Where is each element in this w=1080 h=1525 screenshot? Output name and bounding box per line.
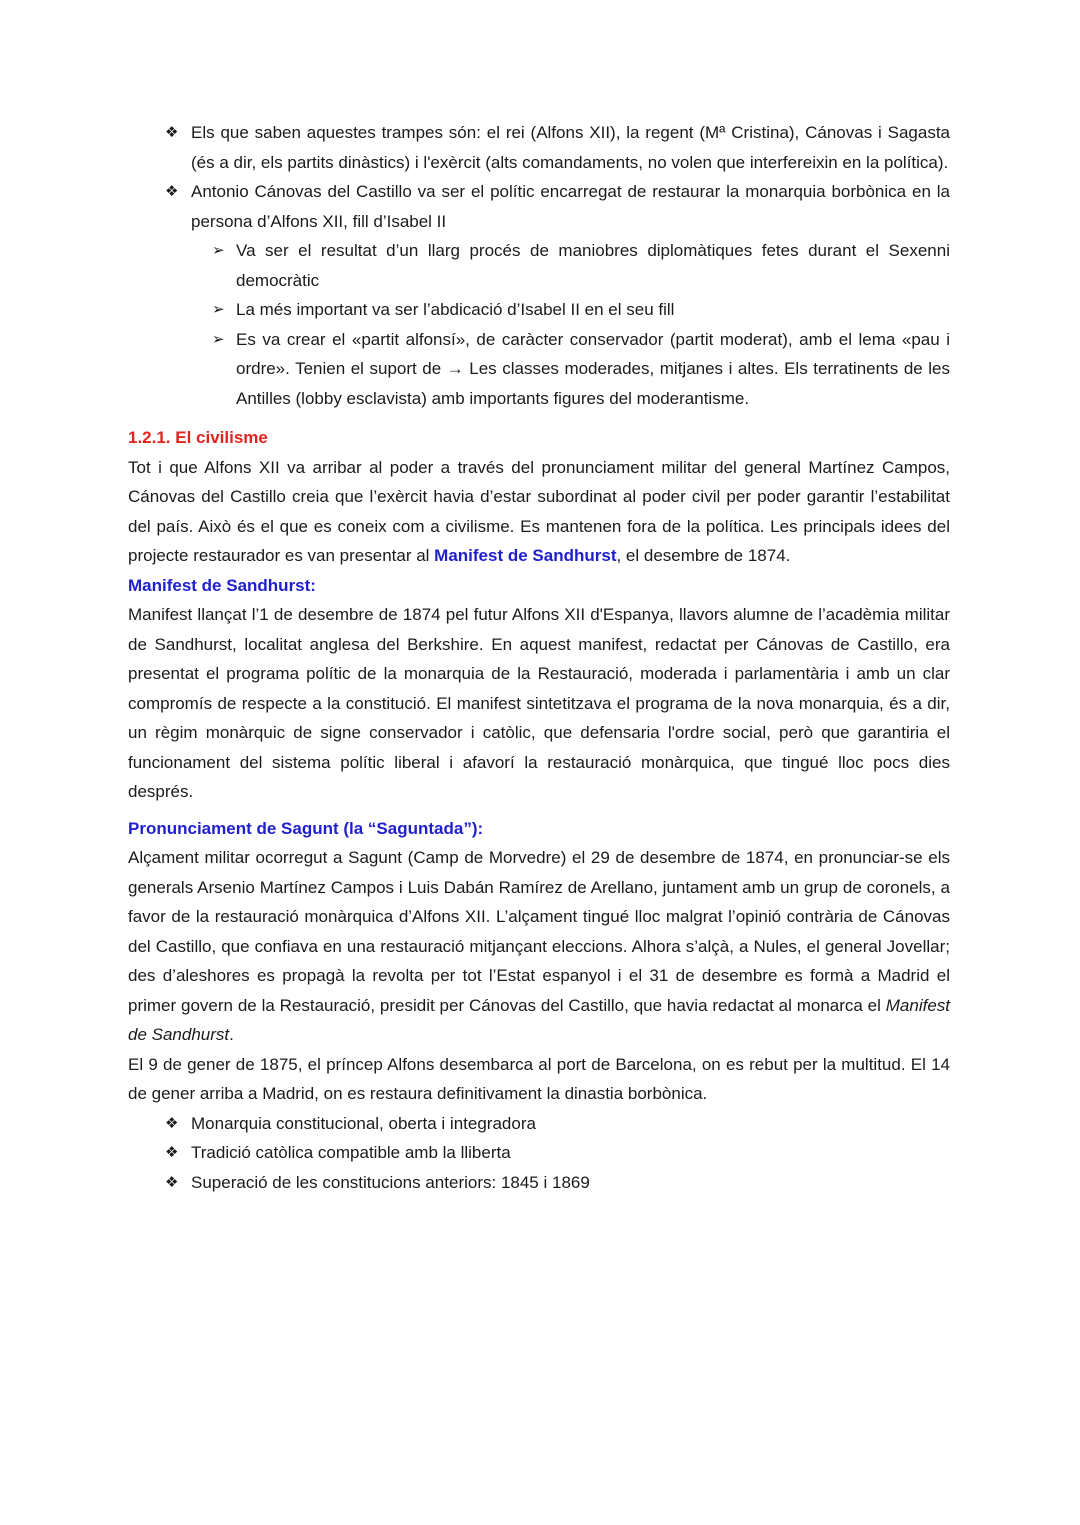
list-item-text: Tradició catòlica compatible amb la lliberta [191, 1143, 511, 1162]
list-item-text: Es va crear el «partit alfonsí», de caràcter conservador (partit moderat), amb el lema «pau i ordre». Tenien el suport de → Les classes moderades, mitjanes i altes. Els terratinents de les Antilles (lobby esclavista) amb importants figures del moderantisme. [236, 329, 950, 408]
paragraph-arrival: El 9 de gener de 1875, el príncep Alfons desembarca al port de Barcelona, on es rebut per la multitud. El 14 de gener arriba a Madrid, on es restaura definitivament la dinastia borbònica. [128, 1054, 950, 1103]
paragraph-manifest: Manifest llançat l’1 de desembre de 1874 pel futur Alfons XII d'Espanya, llavors alumne de l’acadèmia militar de Sandhurst, localitat anglesa del Berkshire. En aquest manifest, redactat per Cánovas de Castillo, era presentat el programa polític de la monarquia de la Restauració, moderada i parlamentària i amb un clar compromís de respecte a la constitució. El manifest sintetitzava el programa de la nova monarquia, és a dir, un règim monàrquic de signe conservador i catòlic, que defensaria l'ordre social, però que garantiria el funcionament del sistema polític liberal i afavorí la restauració monàrquica, que tingué lloc pocs dies després. [128, 605, 950, 801]
list-item [212, 295, 950, 325]
list-item [212, 325, 950, 414]
diamond-bullet-icon: ❖ [165, 183, 179, 200]
section-heading-civilisme: 1.2.1. El civilisme [128, 428, 268, 447]
list-item [165, 118, 950, 177]
list-item-text: Monarquia constitucional, oberta i integradora [191, 1113, 536, 1133]
diamond-bullet-icon: ❖ [165, 1114, 179, 1132]
inline-text: Tot i que Alfons XII va arribar al poder a través del pronunciament militar del general Martínez Campos, Cánovas del Castillo creia que l’exèrcit havia d’estar subordinat al poder civil per poder garantir l’estabilitat del país. Això és el que es coneix com a civilisme. Es mantenen fora de la política. Les principals idees del projecte restaurador es van presentar al [128, 457, 950, 565]
list-item [165, 1109, 950, 1139]
inline-emphasis-text: Manifest de Sandhurst [128, 995, 950, 1044]
inline-text: . [229, 1025, 234, 1044]
list-item-text: Els que saben aquestes trampes són: el rei (Alfons XII), la regent (Mª Cristina), Cánovas i Sagasta (és a dir, els partits dinàstics) i l'exèrcit (alts comandaments, no volen que interfereixin en la política). [191, 123, 950, 172]
diamond-bullet-icon: ❖ [165, 124, 179, 141]
top-bullet-list [128, 118, 950, 236]
sub-bullet-list [128, 236, 950, 413]
heading-pronunciament-sagunt: Pronunciament de Sagunt (la “Saguntada”): [128, 818, 484, 838]
list-item-text: Superació de les constitucions anteriors: 1845 i 1869 [191, 1172, 590, 1192]
list-item [212, 236, 950, 295]
paragraph-sagunt [128, 843, 950, 1050]
paragraph-civilisme [128, 453, 950, 571]
inline-text: , el desembre de 1874. [616, 546, 791, 565]
arrow-bullet-icon: ➢ [212, 301, 225, 318]
summary-bullet-list [128, 1109, 950, 1198]
list-item-text: Va ser el resultat d’un llarg procés de maniobres diplomàtiques fetes durant el Sexenni democràtic [236, 241, 950, 290]
list-item-text: La més important va ser l’abdicació d’Isabel II en el seu fill [236, 300, 675, 319]
diamond-bullet-icon: ❖ [165, 1144, 179, 1161]
arrow-bullet-icon: ➢ [212, 330, 225, 348]
list-item [165, 1168, 950, 1198]
inline-emphasis-text: Manifest de Sandhurst [434, 546, 617, 565]
list-item [165, 177, 950, 236]
list-item [165, 1138, 950, 1168]
inline-text: Alçament militar ocorregut a Sagunt (Camp de Morvedre) el 29 de desembre de 1874, en pronunciar-se els generals Arsenio Martínez Campos i Luis Dabán Ramírez de Arellano, juntament amb un grup de coronels, a favor de la restauració monàrquica d’Alfons XII. L’alçament tingué lloc malgrat l’opinió contrària de Cánovas del Castillo, que confiava en una restauració mitjançant eleccions. Alhora s’alçà, a Nules, el general Jovellar; des d’aleshores es propagà la revolta per tot l’Estat espanyol i el 31 de desembre es formà a Madrid el primer govern de la Restauració, presidit per Cánovas del Castillo, que havia redactat al monarca el [128, 848, 950, 1015]
diamond-bullet-icon: ❖ [165, 1173, 179, 1191]
arrow-bullet-icon: ➢ [212, 242, 225, 259]
list-item-text: Antonio Cánovas del Castillo va ser el polític encarregat de restaurar la monarquia borbònica en la persona d’Alfons XII, fill d’Isabel II [191, 182, 950, 231]
heading-manifest-sandhurst: Manifest de Sandhurst: [128, 575, 316, 595]
